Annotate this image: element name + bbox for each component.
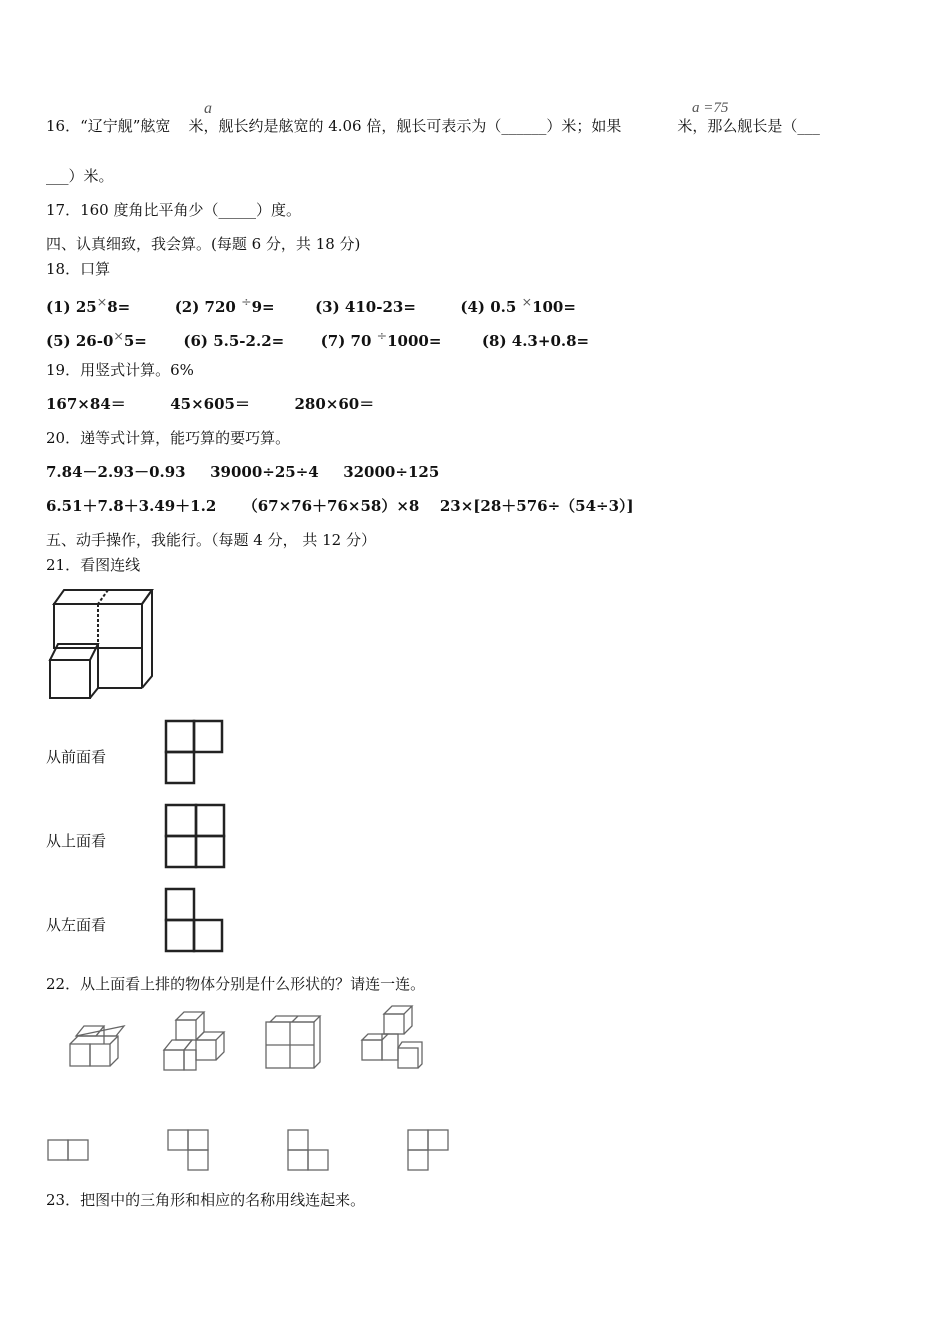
times-sign: ×: [113, 328, 124, 343]
times-sign: ×: [96, 294, 108, 309]
section4-header: 四、认真细致，我会算。(每题 6 分，共 18 分): [46, 235, 361, 253]
q20-title: 20．递等式计算，能巧算的要巧算。: [46, 429, 291, 447]
q16-number: 16．: [46, 117, 81, 135]
divide-sign: ÷: [241, 294, 252, 309]
q21-title: 21．看图连线: [46, 556, 141, 574]
section5-header: 五、动手操作，我能行。（每题 4 分， 共 12 分）: [46, 531, 376, 549]
q22-title: 22．从上面看上排的物体分别是什么形状的？请连一连。: [46, 975, 426, 993]
q22-topview-a: [46, 1138, 92, 1164]
q19-title: 19．用竖式计算。6%: [46, 361, 194, 379]
q16-equation: a =75: [692, 100, 729, 116]
q18-row2: (5) 26-0×5= (6) 5.5-2.2= (7) 70 ÷1000= (8) 4.3+0.8=: [46, 328, 590, 350]
q17-text: 17．160 度角比平角少（_____）度。: [46, 201, 301, 219]
q18-row1: (1) 25×8= (2) 720 ÷9= (3) 410-23= (4) 0.5 ×100=: [46, 294, 576, 316]
q22-object-3: [262, 1014, 324, 1070]
q21-view-top: [164, 803, 228, 869]
q21-label-top: 从上面看: [46, 832, 107, 850]
q21-view-front: [164, 719, 226, 785]
q22-object-4: [358, 1004, 424, 1070]
q20-row1: 7.84－2.93－0.93 39000÷25÷4 32000÷125: [46, 463, 440, 481]
q22-topview-b: [166, 1128, 212, 1172]
q21-view-left: [164, 887, 226, 955]
q16-text-part1: “辽宁舰”舷宽: [80, 117, 171, 135]
q22-topview-d: [406, 1128, 452, 1172]
times-sign: ×: [521, 294, 533, 309]
q16-line2: ___）米。: [46, 167, 114, 185]
q21-isometric-cubes-figure: [46, 588, 158, 703]
q21-label-front: 从前面看: [46, 748, 107, 766]
q22-topview-c: [286, 1128, 332, 1172]
q23-title: 23．把图中的三角形和相应的名称用线连起来。: [46, 1191, 366, 1209]
q16-text-part2: 米，舰长约是舷宽的 4.06 倍，舰长可表示为（______）米；如果: [188, 117, 622, 135]
q20-row2: 6.51＋7.8＋3.49＋1.2 （67×76＋76×58）×8 23×[28＋576÷（54÷3）]: [46, 497, 634, 515]
q18-title: 18．口算: [46, 260, 111, 278]
q16-var-a: a: [204, 100, 212, 117]
q16-text-part3: 米，那么舰长是（___: [677, 117, 820, 135]
divide-sign: ÷: [376, 328, 388, 343]
q22-object-2: [160, 1010, 226, 1072]
q19-items: 167×84＝ 45×605＝ 280×60＝: [46, 395, 375, 413]
q22-object-1: [66, 1024, 124, 1068]
q16-line1: [46, 116, 820, 136]
q21-label-left: 从左面看: [46, 916, 107, 934]
